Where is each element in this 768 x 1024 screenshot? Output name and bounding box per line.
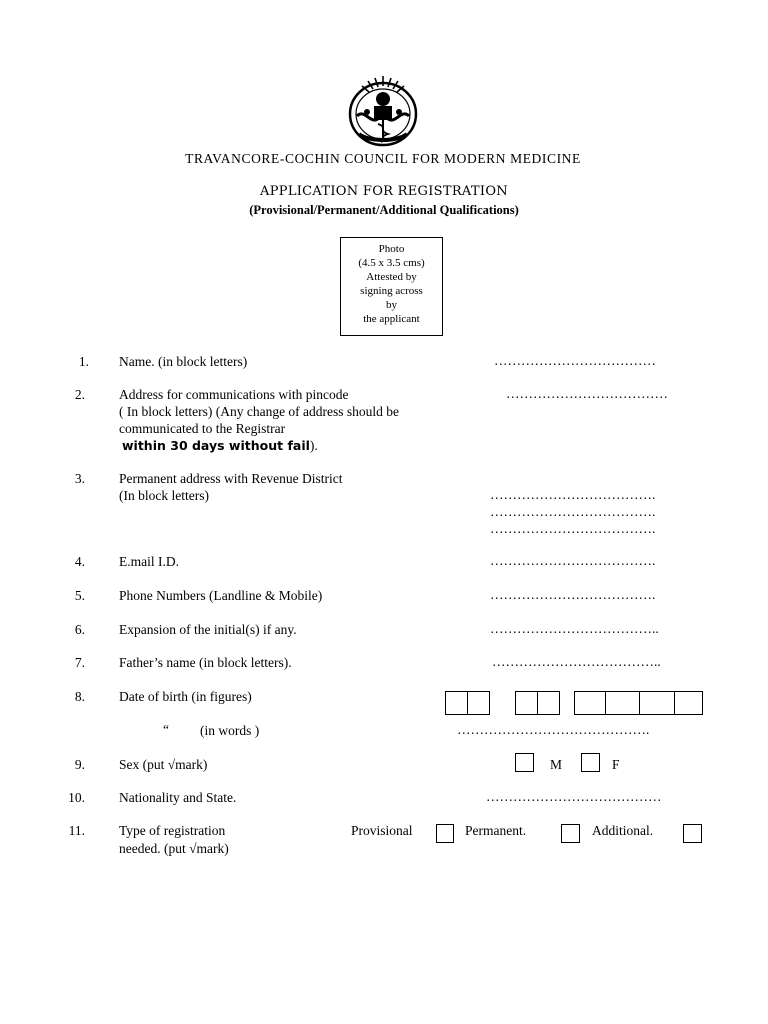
photo-box[interactable] — [340, 237, 443, 336]
sex-female-label: F — [612, 757, 620, 772]
father-name-field[interactable]: ……………………………….. — [492, 654, 661, 669]
permanent-address-field-2[interactable]: ………………………………. — [490, 504, 656, 519]
address-deadline: within 30 days without fail — [122, 438, 310, 453]
address-field[interactable]: ……………………………… — [506, 386, 668, 401]
dob-year-boxes[interactable] — [574, 691, 703, 715]
dob-words-field[interactable]: ……………………………………. — [457, 722, 650, 737]
ditto-mark: “ — [163, 722, 169, 737]
council-name: TRAVANCORE-COCHIN COUNCIL FOR MODERN MEDICINE — [185, 151, 581, 166]
address-label: Address for communications with pincode — [119, 387, 349, 402]
email-field[interactable]: ………………………………. — [490, 553, 656, 568]
application-subtitle: (Provisional/Permanent/Additional Qualifications) — [249, 203, 519, 217]
initials-label: Expansion of the initial(s) if any. — [119, 622, 297, 637]
item-number: 2. — [74, 387, 85, 402]
sex-male-label: M — [550, 757, 563, 772]
item-number: 9. — [74, 757, 85, 772]
dob-month-boxes[interactable] — [515, 691, 560, 715]
permanent-label: Permanent. — [465, 823, 527, 838]
address-note: ( In block letters) (Any change of address should be — [119, 404, 400, 419]
item-number: 11. — [68, 823, 85, 838]
sex-male-checkbox[interactable] — [515, 753, 534, 772]
dob-day-boxes[interactable] — [445, 691, 490, 715]
nationality-label: Nationality and State. — [119, 790, 237, 805]
permanent-checkbox[interactable] — [561, 824, 580, 843]
dob-label: Date of birth (in figures) — [119, 689, 252, 704]
registration-type-note: needed. (put √mark) — [119, 841, 229, 856]
dob-words-label: (in words ) — [200, 723, 260, 738]
permanent-address-note: (In block letters) — [119, 488, 209, 503]
sex-female-checkbox[interactable] — [581, 753, 600, 772]
item-number: 7. — [74, 655, 85, 670]
provisional-checkbox[interactable] — [436, 824, 454, 843]
council-emblem-icon — [345, 72, 421, 148]
photo-line: Attested by — [366, 271, 417, 283]
permanent-address-label: Permanent address with Revenue District — [119, 471, 343, 486]
email-label: E.mail I.D. — [119, 554, 179, 569]
permanent-address-field-1[interactable]: ………………………………. — [490, 487, 656, 502]
address-note: communicated to the Registrar — [119, 421, 286, 436]
permanent-address-field-3[interactable]: ………………………………. — [490, 521, 656, 536]
item-number: 10. — [68, 790, 85, 805]
item-number: 1. — [78, 354, 89, 369]
item-number: 3. — [74, 471, 85, 486]
phone-label: Phone Numbers (Landline & Mobile) — [119, 588, 323, 603]
item-number: 5. — [74, 588, 85, 603]
initials-field[interactable]: ……………………………….. — [490, 621, 659, 636]
photo-line: signing across — [360, 285, 423, 297]
photo-line: the applicant — [363, 313, 420, 325]
photo-line: by — [386, 299, 397, 311]
item-number: 4. — [74, 554, 85, 569]
name-field[interactable]: ……………………………… — [494, 353, 656, 368]
name-label: Name. (in block letters) — [119, 354, 248, 369]
sex-label: Sex (put √mark) — [119, 757, 208, 772]
father-name-label: Father’s name (in block letters). — [119, 655, 292, 670]
item-number: 8. — [74, 689, 85, 704]
phone-field[interactable]: ………………………………. — [490, 587, 656, 602]
item-number: 6. — [74, 622, 85, 637]
address-note-end: ). — [309, 438, 318, 453]
provisional-label: Provisional — [351, 823, 413, 838]
additional-label: Additional. — [592, 823, 654, 838]
photo-line: Photo — [378, 243, 405, 255]
registration-type-label: Type of registration — [119, 823, 226, 838]
nationality-field[interactable]: ………………………………… — [486, 789, 662, 804]
additional-checkbox[interactable] — [683, 824, 702, 843]
photo-line: (4.5 x 3.5 cms) — [358, 257, 425, 269]
application-title: APPLICATION FOR REGISTRATION — [260, 184, 508, 199]
